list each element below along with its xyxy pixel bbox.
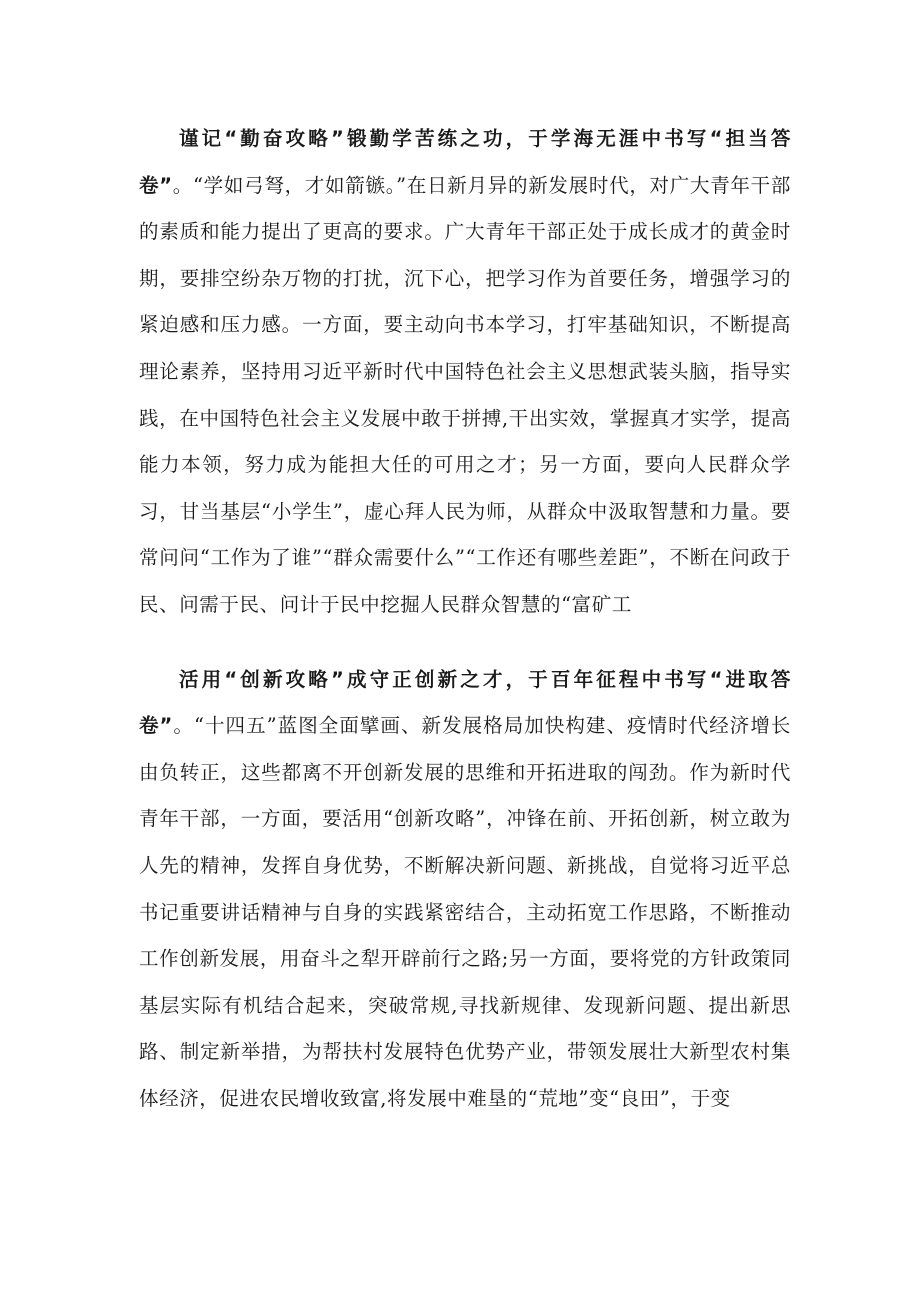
paragraph-diligence (139, 116, 791, 629)
paragraph-body-text: 。“十四五”蓝图全面擘画、新发展格局加快构建、疫情时代经济增长由负转正，这些都离不开创新发展的思维和开拓进取的闯劲。作为新时代青年干部，一方面，要活用“创新攻略”，冲锋在前、开拓创新，树立敢为人先的精神，发挥自身优势，不断解决新问题、新挑战，自觉将习近平总书记重要讲话精神与自身的实践紧密结合，主动拓宽工作思路，不断推动工作创新发展，用奋斗之犁开辟前行之路;另一方面，要将党的方针政策同基层实际有机结合起来，突破常规,寻找新规律、发现新问题、提出新思路、制定新举措，为帮扶村发展特色优势产业，带领发展壮大新型农村集体经济，促进农民增收致富,将发展中难垦的“荒地”变“良田”，于变 (139, 714, 791, 1110)
paragraph-lead-heading: 谨记“勤奋攻略”锻勤学苦练之功，于学海无涯中书写“担当答卷” (139, 127, 791, 197)
document-page (139, 116, 791, 1122)
paragraph-lead-heading: 活用“创新攻略”成守正创新之才，于百年征程中书写“进取答卷” (139, 667, 791, 738)
paragraph-innovation (139, 657, 791, 1123)
paragraph-body-text: 。“学如弓弩，才如箭镞。”在日新月异的新发展时代，对广大青年干部的素质和能力提出了更高的要求。广大青年干部正处于成长成才的黄金时期，要排空纷杂万物的打扰，沉下心，把学习作为首要任务，增强学习的紧迫感和压力感。一方面，要主动向书本学习，打牢基础知识，不断提高理论素养，坚持用习近平新时代中国特色社会主义思想武装头脑，指导实践，在中国特色社会主义发展中敢于拼搏,干出实效，掌握真才实学，提高能力本领，努力成为能担大任的可用之才；另一方面，要向人民群众学习，甘当基层“小学生”，虚心拜人民为师，从群众中汲取智慧和力量。要常问问“工作为了谁”“群众需要什么”“工作还有哪些差距”，不断在问政于民、问需于民、问计于民中挖掘人民群众智慧的“富矿工 (139, 173, 791, 616)
